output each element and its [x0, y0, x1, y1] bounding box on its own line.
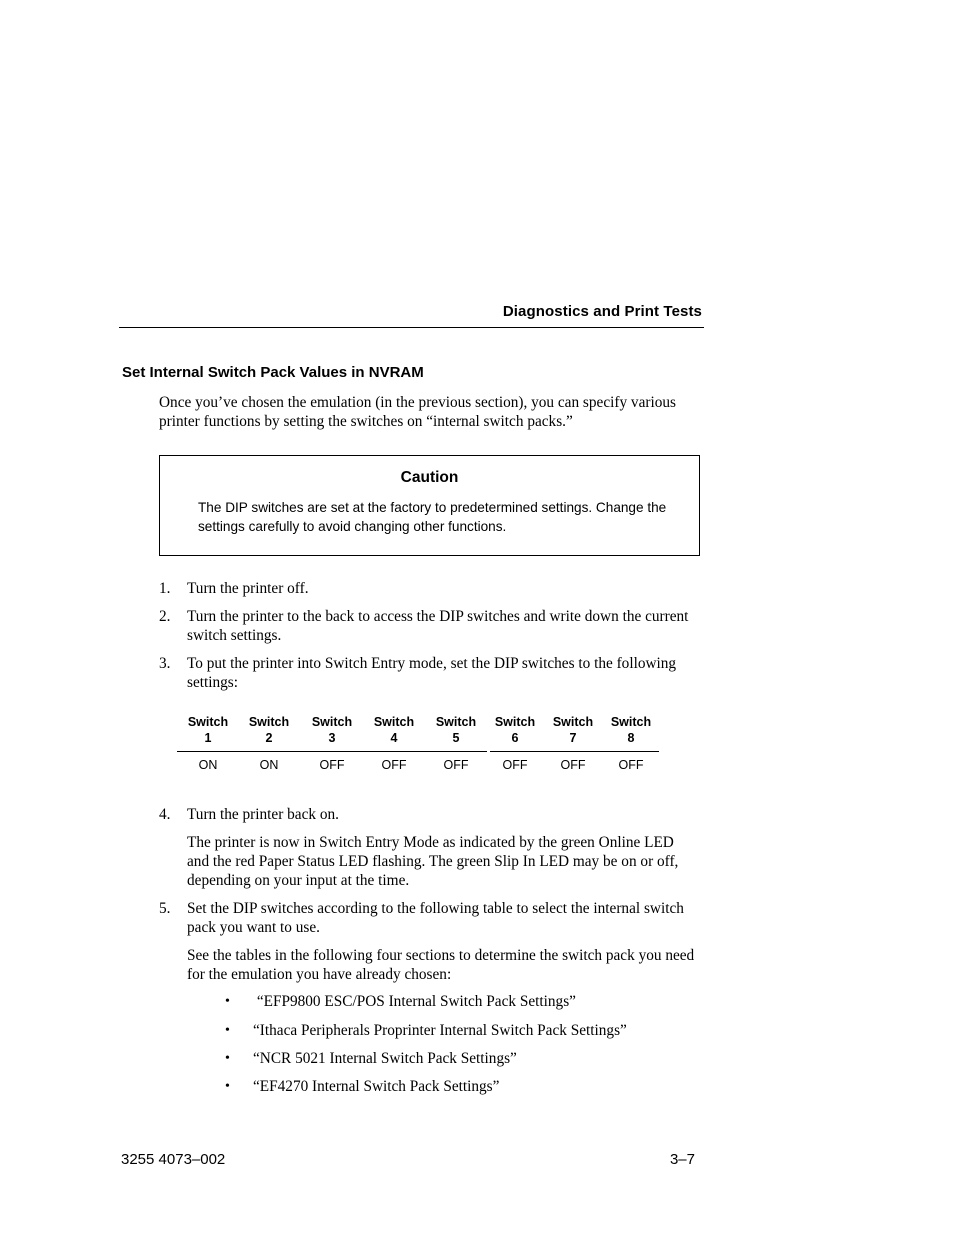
switch-column-5	[426, 714, 486, 773]
step-5-note: See the tables in the following four sections to determine the switch pack you need for the emulation you have already chosen:	[187, 947, 695, 983]
step-2-text: Turn the printer to the back to access the DIP switches and write down the current switch settings.	[187, 608, 689, 644]
switch-column-8	[601, 714, 661, 773]
caution-title: Caution	[400, 469, 459, 486]
header-rule	[119, 327, 704, 328]
switch-value: OFF	[443, 758, 469, 772]
list-item: “NCR 5021 Internal Switch Pack Settings”	[253, 1050, 517, 1067]
switch-value: ON	[198, 758, 218, 772]
switch-column-4	[364, 714, 424, 773]
switch-header-label: Switch	[435, 715, 477, 729]
step-5-number: 5.	[159, 900, 171, 917]
section-title: Set Internal Switch Pack Values in NVRAM	[122, 364, 424, 381]
switch-value: OFF	[381, 758, 407, 772]
caution-box	[159, 455, 700, 556]
switch-header-label: Switch	[248, 715, 290, 729]
switch-header-label: Switch	[494, 715, 536, 729]
step-2-number: 2.	[159, 608, 171, 625]
step-1-number: 1.	[159, 580, 171, 597]
switch-header-number: 1	[204, 731, 212, 745]
switch-header-label: Switch	[311, 715, 353, 729]
switch-column-1	[178, 714, 238, 773]
switch-header-number: 6	[511, 731, 519, 745]
switch-value: OFF	[618, 758, 644, 772]
bullet-marker: •	[225, 994, 230, 1009]
switch-header-label: Switch	[373, 715, 415, 729]
footer-doc-number: 3255 4073–002	[121, 1151, 226, 1168]
switch-header-label: Switch	[610, 715, 652, 729]
switch-value: OFF	[560, 758, 586, 772]
step-4-number: 4.	[159, 806, 171, 823]
switch-table-rule-left	[177, 751, 487, 752]
switch-header-number: 4	[390, 731, 398, 745]
step-3-number: 3.	[159, 655, 171, 672]
switch-header-number: 7	[569, 731, 577, 745]
list-item: “Ithaca Peripherals Proprinter Internal Switch Pack Settings”	[253, 1022, 627, 1039]
switch-value: OFF	[319, 758, 345, 772]
switch-column-2	[239, 714, 299, 773]
list-item: “EFP9800 ESC/POS Internal Switch Pack Settings”	[253, 993, 576, 1010]
step-4-text: Turn the printer back on.	[187, 806, 339, 823]
switch-column-6	[485, 714, 545, 773]
intro-paragraph: Once you’ve chosen the emulation (in the previous section), you can specify various printer functions by setting the switches on “internal switch packs.”	[159, 394, 676, 430]
switch-header-number: 3	[328, 731, 336, 745]
switch-value: ON	[259, 758, 279, 772]
step-1-text: Turn the printer off.	[187, 580, 309, 597]
switch-header-number: 8	[627, 731, 635, 745]
caution-text: The DIP switches are set at the factory to predetermined settings. Change the settings carefully to avoid changing other functions.	[198, 500, 667, 534]
list-item: “EF4270 Internal Switch Pack Settings”	[253, 1078, 500, 1095]
running-head: Diagnostics and Print Tests	[502, 303, 702, 320]
switch-header-label: Switch	[187, 715, 229, 729]
switch-header-number: 2	[265, 731, 273, 745]
step-4-note: The printer is now in Switch Entry Mode as indicated by the green Online LED and the red Paper Status LED flashing. The green Slip In LED may be on or off, depending on your input at the time.	[187, 834, 679, 889]
switch-column-3	[302, 714, 362, 773]
switch-table-rule-right	[490, 751, 659, 752]
step-5-text: Set the DIP switches according to the following table to select the internal switch pack you want to use.	[187, 900, 684, 936]
footer-page-number: 3–7	[669, 1151, 695, 1168]
switch-value: OFF	[502, 758, 528, 772]
bullet-marker: •	[225, 1023, 230, 1038]
switch-column-7	[543, 714, 603, 773]
switch-header-label: Switch	[552, 715, 594, 729]
bullet-marker: •	[225, 1051, 230, 1066]
bullet-marker: •	[225, 1079, 230, 1094]
switch-header-number: 5	[452, 731, 460, 745]
step-3-text: To put the printer into Switch Entry mode, set the DIP switches to the following settings:	[187, 655, 677, 691]
